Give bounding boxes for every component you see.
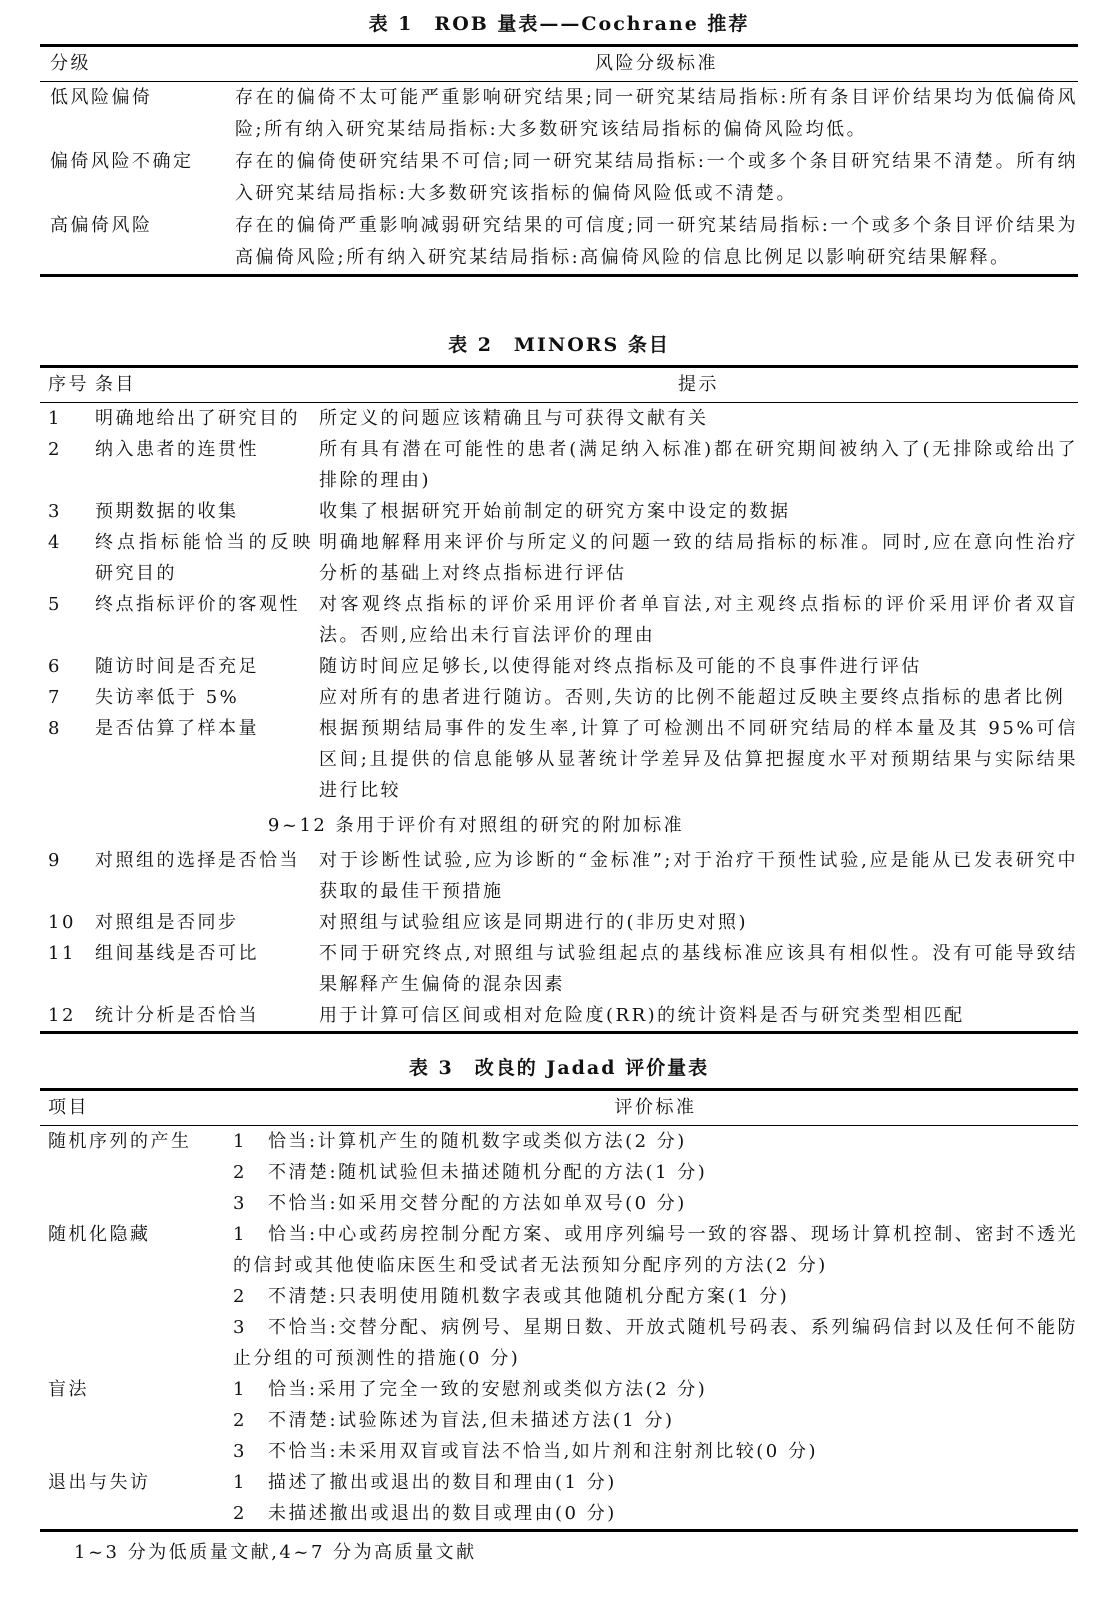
table2-header-hint: 提示 bbox=[678, 374, 719, 395]
table2-header-no: 序号 bbox=[48, 374, 89, 395]
criteria-number: 2 bbox=[233, 1410, 245, 1431]
table-row bbox=[40, 1219, 1078, 1374]
hint-cell: 用于计算可信区间或相对危险度(RR)的统计资料是否与研究类型相匹配 bbox=[319, 1005, 965, 1026]
hint-cell: 对于诊断性试验,应为诊断的“金标准”;对于治疗干预性试验,应是能从已发表研究中获取的最佳干预措施 bbox=[319, 850, 1078, 902]
table2-section bbox=[40, 333, 1078, 1034]
item-cell: 组间基线是否可比 bbox=[95, 943, 259, 964]
table1-header-grade: 分级 bbox=[50, 53, 91, 74]
table-row bbox=[40, 651, 1078, 682]
table-row bbox=[40, 496, 1078, 527]
criteria-number: 1 bbox=[233, 1131, 245, 1152]
criteria-line bbox=[233, 1374, 1078, 1405]
table1-body bbox=[40, 82, 1078, 274]
criteria-cell bbox=[233, 1219, 1078, 1374]
table-row bbox=[40, 907, 1078, 938]
criteria-line bbox=[233, 1467, 1078, 1498]
criteria-line bbox=[233, 1188, 1078, 1219]
no-cell: 7 bbox=[48, 687, 62, 708]
criteria-cell: 存在的偏倚使研究结果不可信;同一研究某结局指标:一个或多个条目研究结果不清楚。所有纳入研究某结局指标:大多数研究该指标的偏倚风险低或不清楚。 bbox=[235, 151, 1078, 204]
table-row bbox=[40, 589, 1078, 651]
item-cell: 退出与失访 bbox=[48, 1472, 151, 1493]
item-cell: 随访时间是否充足 bbox=[95, 656, 259, 677]
table-row bbox=[40, 146, 1078, 210]
table2-body bbox=[40, 403, 1078, 1031]
table-row bbox=[40, 845, 1078, 907]
criteria-text: 不清楚:随机试验但未描述随机分配的方法(1 分) bbox=[268, 1162, 708, 1183]
criteria-cell bbox=[233, 1374, 1078, 1467]
criteria-text: 不恰当:未采用双盲或盲法不恰当,如片剂和注射剂比较(0 分) bbox=[268, 1441, 819, 1462]
no-cell: 9 bbox=[48, 850, 62, 871]
table-row bbox=[40, 682, 1078, 713]
item-cell: 失访率低于 5% bbox=[95, 687, 240, 708]
no-cell: 5 bbox=[48, 594, 62, 615]
hint-cell: 明确地解释用来评价与所定义的问题一致的结局指标的标准。同时,应在意向性治疗分析的基础上对终点指标进行评估 bbox=[319, 532, 1078, 584]
item-cell: 盲法 bbox=[48, 1379, 89, 1400]
criteria-text: 恰当:采用了完全一致的安慰剂或类似方法(2 分) bbox=[268, 1379, 708, 1400]
criteria-line bbox=[233, 1219, 1078, 1281]
criteria-line bbox=[233, 1126, 1078, 1157]
no-cell: 11 bbox=[48, 943, 76, 964]
no-cell: 3 bbox=[48, 501, 62, 522]
no-cell: 12 bbox=[48, 1005, 76, 1026]
item-cell: 随机化隐藏 bbox=[48, 1224, 151, 1245]
hint-cell: 不同于研究终点,对照组与试验组起点的基线标准应该具有相似性。没有可能导致结果解释产生偏倚的混杂因素 bbox=[319, 943, 1078, 995]
item-cell: 对照组是否同步 bbox=[95, 912, 239, 933]
criteria-text: 不恰当:交替分配、病例号、星期日数、开放式随机号码表、系列编码信封以及任何不能防止分组的可预测性的措施(0 分) bbox=[233, 1317, 1078, 1369]
item-cell: 是否估算了样本量 bbox=[95, 718, 259, 739]
item-cell: 统计分析是否恰当 bbox=[95, 1005, 259, 1026]
hint-cell: 对照组与试验组应该是同期进行的(非历史对照) bbox=[319, 912, 749, 933]
table3-footnote: 1~3 分为低质量文献,4~7 分为高质量文献 bbox=[74, 1542, 477, 1563]
criteria-number: 1 bbox=[233, 1379, 245, 1400]
hint-cell: 所有具有潜在可能性的患者(满足纳入标准)都在研究期间被纳入了(无排除或给出了排除的理由) bbox=[319, 439, 1078, 491]
hint-cell: 根据预期结局事件的发生率,计算了可检测出不同研究结局的样本量及其 95%可信区间;且提供的信息能够从显著统计学差异及估算把握度水平对预期结果与实际结果进行比较 bbox=[319, 718, 1078, 801]
table1-header-criteria: 风险分级标准 bbox=[595, 53, 718, 74]
table2-header-row bbox=[40, 368, 1078, 402]
table2-title: 表 2 MINORS 条目 bbox=[448, 334, 670, 356]
table-row bbox=[40, 713, 1078, 806]
table-row bbox=[40, 434, 1078, 496]
grade-cell: 高偏倚风险 bbox=[50, 215, 153, 236]
criteria-text: 不恰当:如采用交替分配的方法如单双号(0 分) bbox=[268, 1193, 687, 1214]
table3-title: 表 3 改良的 Jadad 评价量表 bbox=[408, 1057, 710, 1079]
item-cell: 明确地给出了研究目的 bbox=[95, 408, 300, 429]
table1-bottom-rule bbox=[40, 274, 1078, 277]
hint-cell: 所定义的问题应该精确且与可获得文献有关 bbox=[319, 408, 709, 429]
table-row bbox=[40, 1000, 1078, 1031]
table-row bbox=[40, 210, 1078, 274]
item-cell: 纳入患者的连贯性 bbox=[95, 439, 259, 460]
criteria-number: 2 bbox=[233, 1286, 245, 1307]
criteria-text: 不清楚:只表明使用随机数字表或其他随机分配方案(1 分) bbox=[268, 1286, 790, 1307]
criteria-number: 3 bbox=[233, 1317, 245, 1338]
criteria-line bbox=[233, 1281, 1078, 1312]
table-row bbox=[40, 527, 1078, 589]
table3-header-row bbox=[40, 1091, 1078, 1125]
no-cell: 2 bbox=[48, 439, 62, 460]
no-cell: 10 bbox=[48, 912, 76, 933]
grade-cell: 偏倚风险不确定 bbox=[50, 151, 194, 172]
table-row bbox=[40, 1374, 1078, 1467]
table1-section bbox=[40, 12, 1078, 277]
no-cell: 6 bbox=[48, 656, 62, 677]
criteria-text: 描述了撤出或退出的数目和理由(1 分) bbox=[268, 1472, 617, 1493]
item-cell: 终点指标能恰当的反映研究目的 bbox=[95, 532, 313, 584]
hint-cell: 对客观终点指标的评价采用评价者单盲法,对主观终点指标的评价采用评价者双盲法。否则,应给出未行盲法评价的理由 bbox=[319, 594, 1078, 646]
table1-header-row bbox=[40, 47, 1078, 81]
table2-bottom-rule bbox=[40, 1031, 1078, 1034]
hint-cell: 收集了根据研究开始前制定的研究方案中设定的数据 bbox=[319, 501, 791, 522]
table3-body bbox=[40, 1126, 1078, 1529]
criteria-cell: 存在的偏倚不太可能严重影响研究结果;同一研究某结局指标:所有条目评价结果均为低偏倚风险;所有纳入研究某结局指标:大多数研究该结局指标的偏倚风险均低。 bbox=[235, 87, 1078, 140]
table-row bbox=[40, 403, 1078, 434]
table-row bbox=[40, 1467, 1078, 1529]
table-row bbox=[40, 938, 1078, 1000]
criteria-text: 恰当:计算机产生的随机数字或类似方法(2 分) bbox=[268, 1131, 687, 1152]
hint-cell: 随访时间应足够长,以使得能对终点指标及可能的不良事件进行评估 bbox=[319, 656, 922, 677]
criteria-line bbox=[233, 1405, 1078, 1436]
item-cell: 预期数据的收集 bbox=[95, 501, 239, 522]
table2-header-item: 条目 bbox=[95, 374, 136, 395]
no-cell: 1 bbox=[48, 408, 62, 429]
no-cell: 4 bbox=[48, 532, 62, 553]
table3-section bbox=[40, 1056, 1078, 1568]
table3-header-criteria: 评价标准 bbox=[614, 1097, 697, 1118]
criteria-number: 1 bbox=[233, 1472, 245, 1493]
hint-cell: 应对所有的患者进行随访。否则,失访的比例不能超过反映主要终点指标的患者比例 bbox=[319, 687, 1066, 708]
criteria-number: 2 bbox=[233, 1503, 245, 1524]
criteria-number: 1 bbox=[233, 1224, 245, 1245]
no-cell: 8 bbox=[48, 718, 62, 739]
criteria-cell bbox=[233, 1467, 1078, 1529]
criteria-text: 不清楚:试验陈述为盲法,但未描述方法(1 分) bbox=[268, 1410, 675, 1431]
criteria-line bbox=[233, 1436, 1078, 1467]
table3-header-item: 项目 bbox=[48, 1097, 89, 1118]
item-cell: 对照组的选择是否恰当 bbox=[95, 850, 300, 871]
table1-title: 表 1 ROB 量表——Cochrane 推荐 bbox=[368, 13, 750, 35]
table-row bbox=[40, 82, 1078, 146]
item-cell: 随机序列的产生 bbox=[48, 1131, 192, 1152]
criteria-number: 2 bbox=[233, 1162, 245, 1183]
grade-cell: 低风险偏倚 bbox=[50, 87, 153, 108]
table3-bottom-rule bbox=[40, 1529, 1078, 1532]
item-cell: 终点指标评价的客观性 bbox=[95, 594, 300, 615]
table2-section-note: 9~12 条用于评价有对照组的研究的附加标准 bbox=[267, 815, 685, 836]
criteria-cell: 存在的偏倚严重影响减弱研究结果的可信度;同一研究某结局指标:一个或多个条目评价结果为高偏倚风险;所有纳入研究某结局指标:高偏倚风险的信息比例足以影响研究结果解释。 bbox=[235, 215, 1078, 268]
criteria-line bbox=[233, 1157, 1078, 1188]
criteria-line bbox=[233, 1498, 1078, 1529]
criteria-text: 恰当:中心或药房控制分配方案、或用序列编号一致的容器、现场计算机控制、密封不透光的信封或其他使临床医生和受试者无法预知分配序列的方法(2 分) bbox=[233, 1224, 1078, 1276]
table-row bbox=[40, 1126, 1078, 1219]
criteria-number: 3 bbox=[233, 1193, 245, 1214]
criteria-line bbox=[233, 1312, 1078, 1374]
criteria-number: 3 bbox=[233, 1441, 245, 1462]
criteria-cell bbox=[233, 1126, 1078, 1219]
criteria-text: 未描述撤出或退出的数目或理由(0 分) bbox=[268, 1503, 617, 1524]
